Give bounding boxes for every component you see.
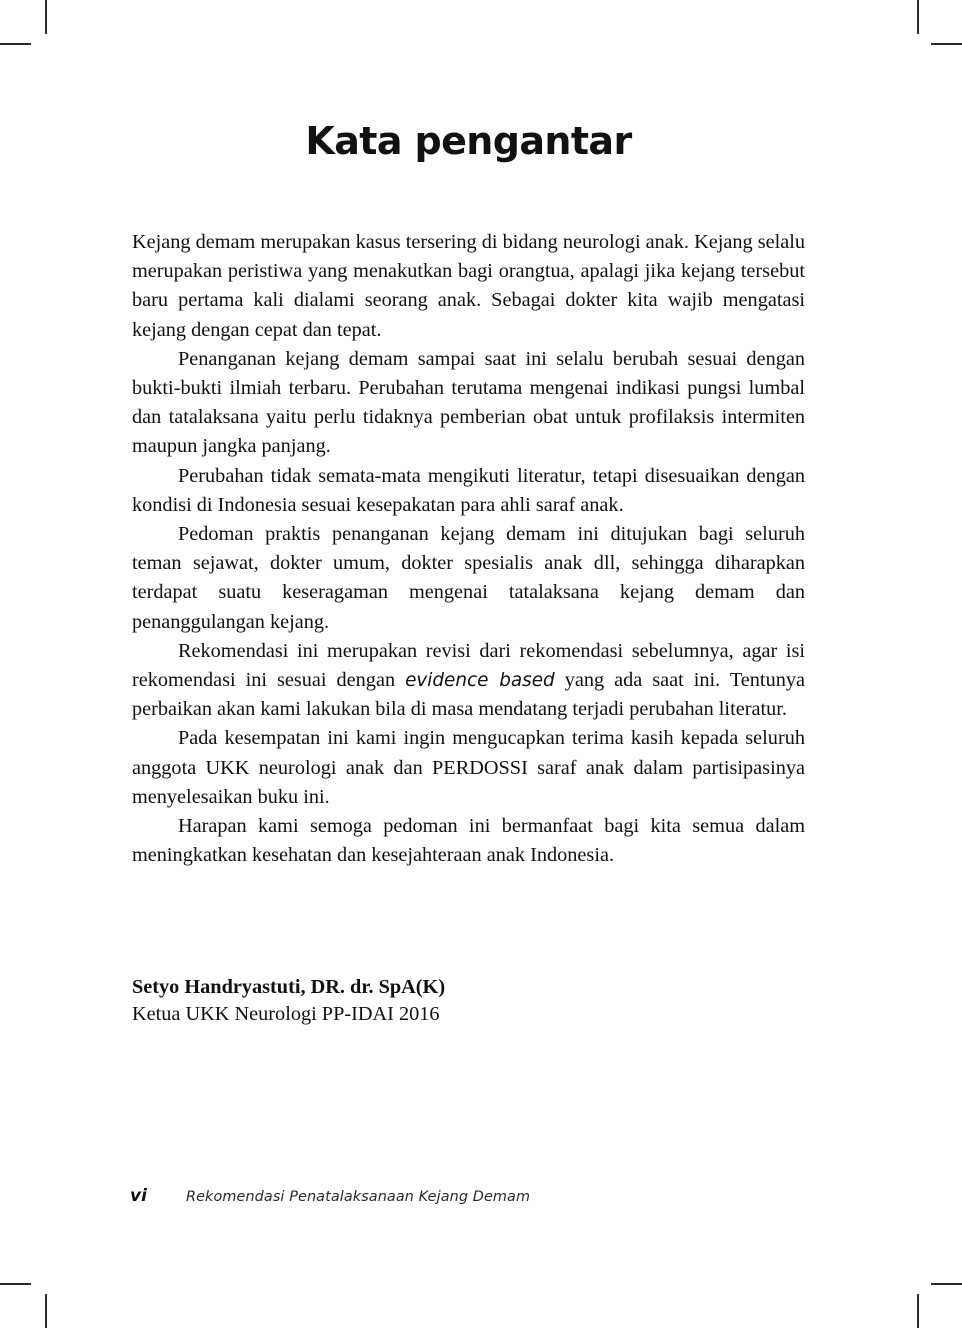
signature-role: Ketua UKK Neurologi PP-IDAI 2016 xyxy=(132,1003,440,1026)
paragraph-terimakasih: Pada kesempatan ini kami ingin mengucapkan terima kasih kepada seluruh anggota UKK neurologi anak dan PERDOSSI saraf anak dalam partisipasinya menyelesaikan buku ini. xyxy=(132,727,805,808)
paragraph-perubahan: Perubahan tidak semata-mata mengikuti literatur, tetapi disesuaikan dengan kondisi di Indonesia sesuai kesepakatan para ahli saraf anak. xyxy=(132,464,805,516)
signature-block xyxy=(132,974,805,1028)
paragraph-pedoman: Pedoman praktis penanganan kejang demam ini ditujukan bagi seluruh teman sejawat, dokter umum, dokter spesialis anak dll, sehingga diharapkan terdapat suatu keseragaman mengenai tatalaksana kejang demam dan penanggulangan kejang. xyxy=(132,523,805,633)
page-title: Kata pengantar xyxy=(305,119,632,163)
content-column xyxy=(132,0,805,1028)
crop-mark-bottom-left-vertical xyxy=(45,1294,47,1328)
paragraph-rekomendasi-emphasis: evidence based xyxy=(405,670,555,692)
crop-mark-top-right-horizontal xyxy=(931,43,962,45)
crop-mark-top-right-vertical xyxy=(917,0,919,34)
crop-mark-bottom-left-horizontal xyxy=(0,1283,31,1285)
footer-page-number: vi xyxy=(130,1186,147,1206)
crop-mark-top-left-vertical xyxy=(45,0,47,34)
crop-mark-top-left-horizontal xyxy=(0,43,31,45)
paragraph-intro: Kejang demam merupakan kasus tersering di bidang neurologi anak. Kejang selalu merupakan peristiwa yang menakutkan bagi orangtua, apalagi jika kejang tersebut baru pertama kali dialami seorang anak. Sebagai dokter kita wajib mengatasi kejang dengan cepat dan tepat. xyxy=(132,231,806,341)
signature-name: Setyo Handryastuti, DR. dr. SpA(K) xyxy=(132,976,446,999)
paragraph-rekomendasi-text-after: yang ada saat ini. Tentunya perbaikan akan kami lakukan bila di masa mendatang terjadi perubahan literatur. xyxy=(132,669,805,721)
crop-mark-bottom-right-horizontal xyxy=(931,1283,962,1285)
paragraph-harapan: Harapan kami semoga pedoman ini bermanfaat bagi kita semua dalam meningkatkan kesehatan dan kesejahteraan anak Indonesia. xyxy=(132,815,805,867)
paragraph-rekomendasi-text-before: Rekomendasi ini merupakan revisi dari rekomendasi sebelumnya, agar isi rekomendasi ini sesuai dengan xyxy=(132,639,805,692)
paragraph-penanganan: Penanganan kejang demam sampai saat ini selalu berubah sesuai dengan bukti-bukti ilmiah terbaru. Perubahan terutama mengenai indikasi pungsi lumbal dan tatalaksana yaitu perlu tidaknya pemberian obat untuk profilaksis intermiten maupun jangka panjang. xyxy=(132,347,805,458)
paragraph-rekomendasi xyxy=(132,637,805,725)
footer-running-title: Rekomendasi Penatalaksanaan Kejang Demam xyxy=(186,1189,531,1205)
crop-mark-bottom-right-vertical xyxy=(917,1294,919,1328)
page-footer xyxy=(130,1186,810,1206)
body-text xyxy=(132,228,805,870)
